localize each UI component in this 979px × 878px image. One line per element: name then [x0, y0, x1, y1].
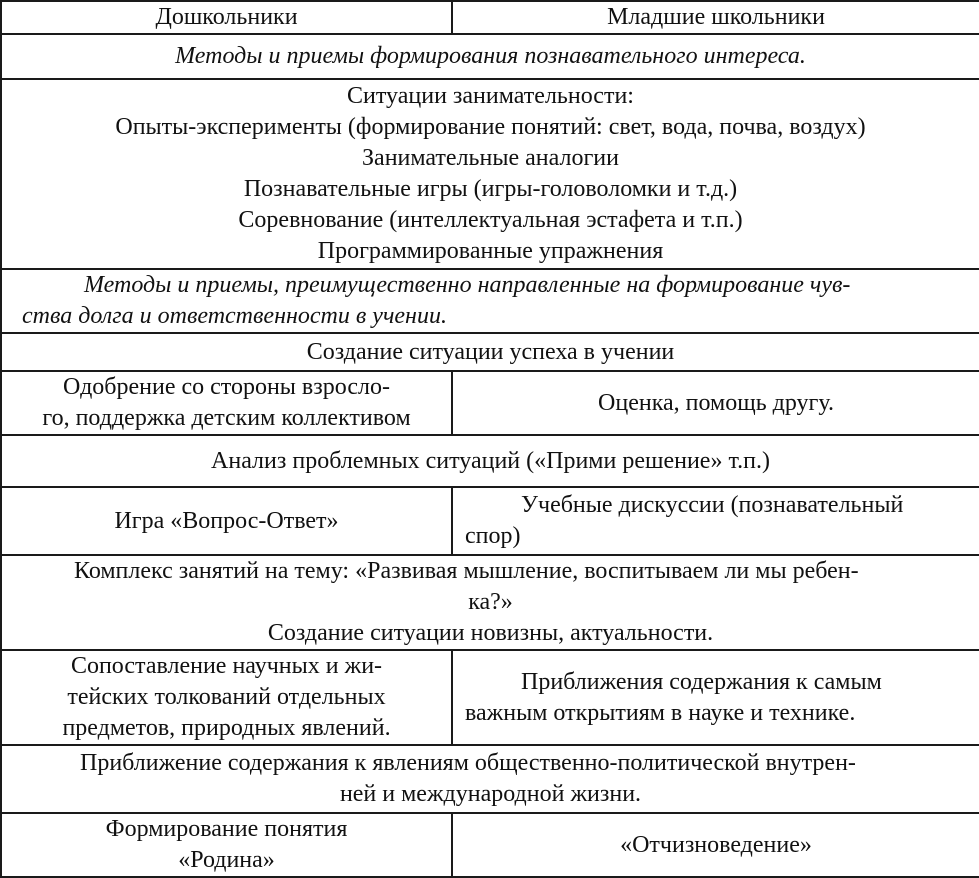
- fatherland-studies-cell: «Отчизноведение»: [452, 813, 979, 877]
- game-row: [1, 487, 979, 555]
- discussion-line: спор): [465, 523, 521, 549]
- discoveries-line: важным открытиям в науке и технике.: [465, 699, 856, 726]
- section1-line: Соревнование (интеллектуальная эстафета и т.п.): [238, 207, 743, 233]
- section1-line: Ситуации занимательности:: [347, 83, 634, 109]
- motherland-line: Формирование понятия: [105, 816, 348, 842]
- section1-line: Опыты-эксперименты (формирование понятий: свет, вода, почва, воздух): [115, 114, 866, 140]
- approach-row: [1, 745, 979, 813]
- game-cell: Игра «Вопрос-Ответ»: [1, 487, 452, 555]
- approval-cell: [1, 371, 452, 435]
- header-junior-school: Младшие школьники: [452, 1, 979, 34]
- discoveries-line: Приближения содержания к самым: [521, 668, 882, 695]
- section1-title: Методы и приемы формирования познавательного интереса.: [1, 34, 979, 79]
- section1-content-row: [1, 79, 979, 269]
- approach-line: Приближение содержания к явлениям общественно-политической внутрен-: [80, 750, 856, 776]
- problem-analysis: Анализ проблемных ситуаций («Прими решение» т.п.): [1, 435, 979, 487]
- complex-cell: [1, 555, 979, 650]
- assessment-cell: Оценка, помощь другу.: [452, 371, 979, 435]
- approach-line: ней и международной жизни.: [339, 781, 642, 807]
- section1-line: Занимательные аналогии: [362, 145, 619, 171]
- section1-content: [1, 79, 979, 269]
- motherland-row: [1, 813, 979, 877]
- section2-title-row: [1, 269, 979, 333]
- section1-title-row: [1, 34, 979, 79]
- discussion-cell: [452, 487, 979, 555]
- comparison-line: предметов, природных явлений.: [62, 715, 391, 741]
- success-row: [1, 333, 979, 371]
- comparison-line: тейских толкований отдельных: [67, 684, 386, 710]
- complex-line: ка?»: [468, 589, 513, 615]
- header-row: [1, 1, 979, 34]
- approval-line: Одобрение со стороны взросло-: [63, 374, 390, 400]
- section1-line: Познавательные игры (игры-головоломки и т.д.): [243, 176, 738, 202]
- section2-title: [1, 269, 979, 333]
- motherland-cell: [1, 813, 452, 877]
- discoveries-cell: [452, 650, 979, 745]
- comparison-cell: [1, 650, 452, 745]
- complex-line: Комплекс занятий на тему: «Развивая мышление, воспитываем ли мы ребен-: [74, 558, 859, 584]
- complex-row: [1, 555, 979, 650]
- novelty-line: Создание ситуации новизны, актуальности.: [267, 620, 714, 646]
- section1-line: Программированные упражнения: [317, 238, 664, 264]
- approval-row: [1, 371, 979, 435]
- comparison-row: [1, 650, 979, 745]
- approval-line: го, поддержка детским коллективом: [42, 405, 411, 431]
- section2-title-line: ства долга и ответственности в учении.: [22, 303, 447, 329]
- comparison-line: Сопоставление научных и жи-: [70, 653, 383, 679]
- success-situation: Создание ситуации успеха в учении: [1, 333, 979, 371]
- discussion-line: Учебные дискуссии (познавательный: [521, 492, 904, 518]
- section2-title-line: Методы и приемы, преимущественно направленные на формирование чув-: [84, 272, 851, 298]
- motherland-line: «Родина»: [178, 847, 275, 873]
- header-preschool: Дошкольники: [1, 1, 452, 34]
- analysis-row: [1, 435, 979, 487]
- approach-cell: [1, 745, 979, 813]
